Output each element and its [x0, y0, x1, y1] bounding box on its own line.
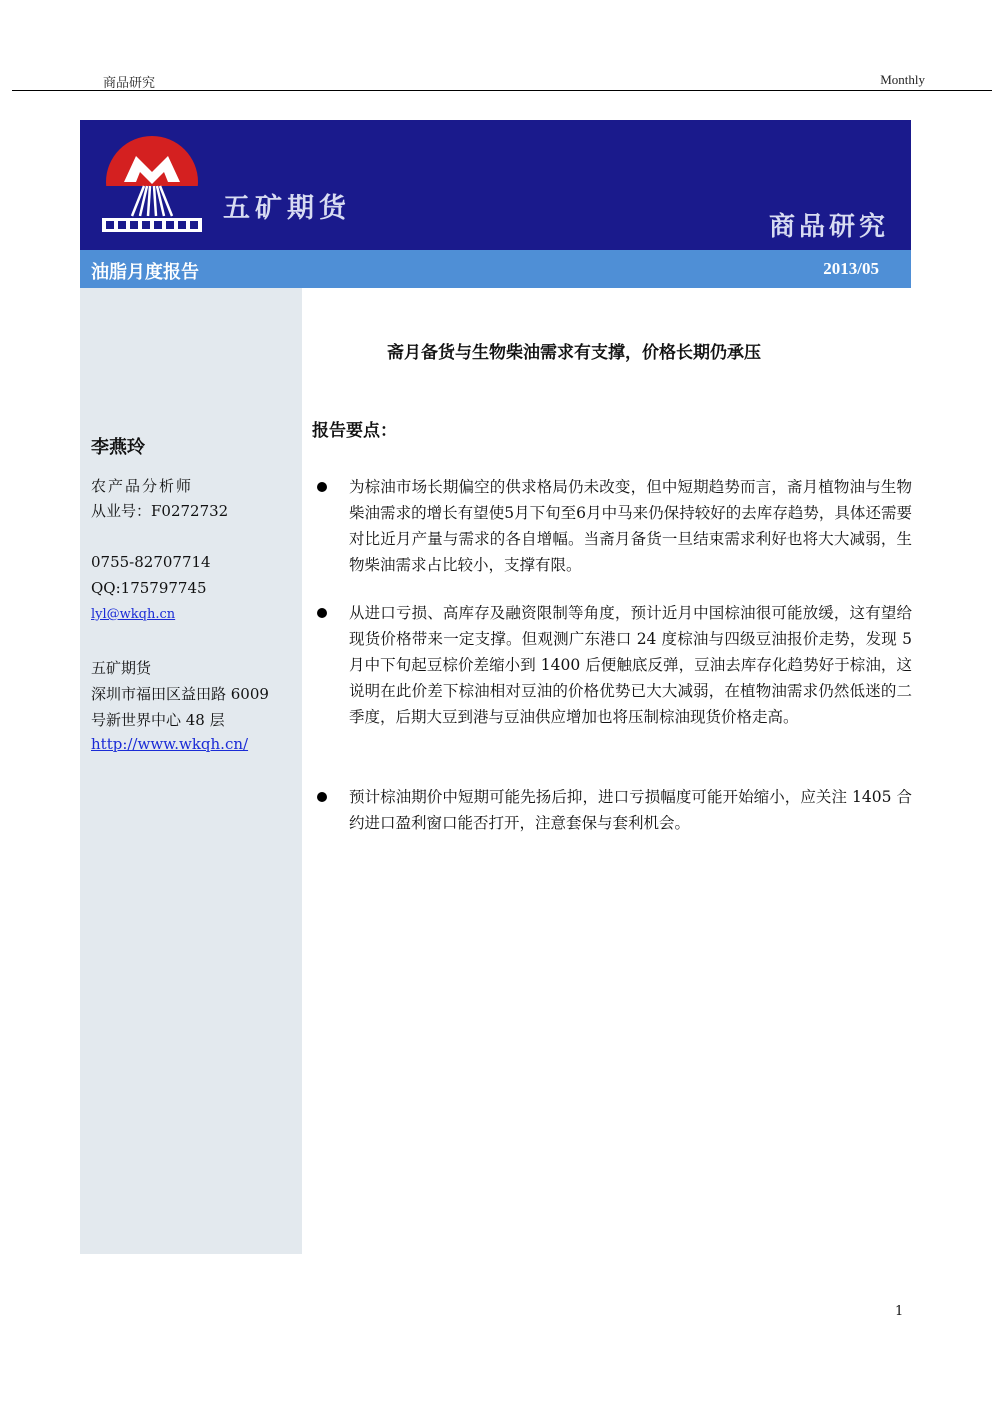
- header-rule: [12, 90, 992, 91]
- website-link[interactable]: http://www.wkqh.cn/: [91, 735, 249, 753]
- report-type-strip: [80, 250, 911, 288]
- header-section-label: 商品研究: [103, 76, 156, 91]
- author-name: 李燕玲: [91, 437, 145, 458]
- author-phone: 0755-82707714: [91, 553, 211, 571]
- company-name: 五矿期货: [223, 193, 351, 224]
- author-role: 农产品分析师: [91, 477, 194, 495]
- author-license: 从业号：F0272732: [91, 502, 229, 520]
- bullet-icon: [317, 482, 327, 492]
- author-qq: QQ:175797745: [91, 579, 207, 597]
- header-frequency-label: Monthly: [880, 72, 925, 87]
- report-banner: [80, 120, 911, 250]
- bullet-icon: [317, 608, 327, 618]
- author-sidebar: [80, 288, 302, 1254]
- bullet-icon: [317, 792, 327, 802]
- report-type: 油脂月度报告: [91, 262, 199, 283]
- page-number: 1: [895, 1304, 904, 1319]
- report-title: 斋月备货与生物柴油需求有支撑，价格长期仍承压: [387, 343, 761, 363]
- minmetals-logo-icon: [102, 134, 212, 234]
- key-point-text: 预计棕油期价中短期可能先扬后抑，进口亏损幅度可能开始缩小，应关注 1405 合约进口盈利窗口能否打开，注意套保与套利机会。: [349, 788, 912, 832]
- address-line-1: 深圳市福田区益田路 6009: [91, 685, 269, 703]
- address-line-2: 号新世界中心 48 层: [91, 711, 225, 729]
- author-email-link[interactable]: lyl@wkqh.cn: [91, 607, 176, 622]
- report-date: 2013/05: [823, 259, 879, 278]
- running-header: [0, 0, 992, 92]
- key-points-heading: 报告要点：: [312, 421, 397, 441]
- key-point-text: 为棕油市场长期偏空的供求格局仍未改变，但中短期趋势而言，斋月植物油与生物柴油需求的增长有望使5月下旬至6月中马来仍保持较好的去库存趋势，具体还需要对比近月产量与需求的各自增幅。当斋月备货一旦结束需求利好也将大大减弱，生物柴油需求占比较小，支撑有限。: [349, 478, 912, 574]
- company-label: 五矿期货: [91, 659, 152, 677]
- section-title: 商品研究: [768, 212, 889, 242]
- key-point-text: 从进口亏损、高库存及融资限制等角度，预计近月中国棕油很可能放缓，这有望给现货价格带来一定支撑。但观测广东港口 24 度棕油与四级豆油报价走势，发现 5 月中下旬起豆棕价差缩小到 1400 后便触底反弹，豆油去库存化趋势好于棕油，这说明在此价差下棕油相对豆油的价格优势已大大减弱，在植物油需求仍然低迷的二季度，后期大豆到港与豆油供应增加也将压制棕油现货价格走高。: [349, 604, 912, 726]
